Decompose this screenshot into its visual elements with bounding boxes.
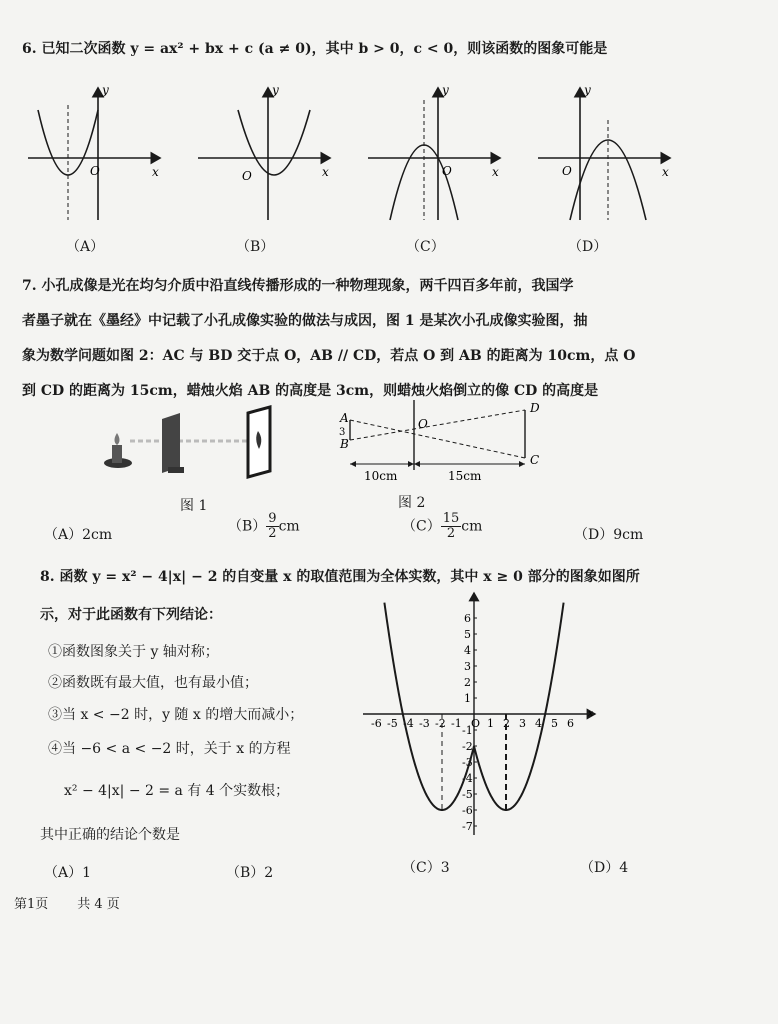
q8-conclusion-1: ①函数图象关于 y 轴对称； (48, 644, 219, 660)
q8-x-tick-label: 5 (551, 717, 558, 730)
q8-stem-line2: 示，对于此函数有下列结论： (40, 607, 222, 623)
svg-text:y: y (272, 83, 279, 97)
q6-graph-c (368, 83, 500, 220)
svg-text:y: y (442, 83, 449, 97)
q7-line-2: 者墨子就在《墨经》中记载了小孔成像实验的做法与成因，图 1 是某次小孔成像实验图，抽 (22, 313, 588, 329)
q7-option-c[interactable]: （C） $\frac{15}{2}$ cm (402, 511, 483, 541)
q8-y-tick-label: -7 (462, 820, 473, 833)
q7-figure-2 (330, 398, 560, 488)
svg-text:O: O (562, 164, 572, 178)
svg-text:D: D (530, 401, 540, 415)
q8-stem: 8. 函数 y = x² − 4|x| − 2 的自变量 x 的取值范围为全体实数，其中 x ≥ 0 部分的图象如图所 (40, 569, 640, 585)
q8-conclusion-2: ②函数既有最大值，也有最小值； (48, 675, 258, 691)
q8-x-tick-label: 6 (567, 717, 574, 730)
q6-option-d[interactable]: （D） (568, 239, 608, 255)
q8-conclusion-4: ④当 −6 < a < −2 时，关于 x 的方程 (48, 741, 291, 757)
q8-graph (355, 585, 605, 845)
q8-x-tick-label: O (471, 717, 481, 730)
q8-y-tick-label: -3 (462, 756, 473, 769)
q7-fig1-caption: 图 1 (180, 498, 208, 514)
q8-x-tick-label: -2 (435, 717, 446, 730)
q7-line-4: 到 CD 的距离为 15cm，蜡烛火焰 AB 的高度是 3cm，则蜡烛火焰倒立的像 CD 的高度是 (22, 383, 599, 399)
svg-text:B: B (340, 437, 349, 451)
q7-line-3: 象为数学问题如图 2：AC 与 BD 交于点 O，AB // CD，若点 O 到 AB 的距离为 10cm，点 O (22, 348, 636, 364)
q6-graphs (20, 80, 760, 240)
q8-x-tick-label: 2 (503, 717, 510, 730)
svg-text:C: C (530, 453, 540, 467)
svg-text:x: x (588, 709, 594, 719)
q8-y-tick-label: -1 (462, 724, 473, 737)
q8-option-a[interactable]: （A）1 (44, 865, 92, 881)
q8-y-tick-label: 6 (464, 612, 471, 625)
svg-text:O: O (242, 169, 252, 183)
q6-stem: 6. 已知二次函数 y = ax² + bx + c (a ≠ 0)，其中 b > 0，c < 0，则该函数的图象可能是 (22, 41, 608, 57)
svg-text:x: x (492, 165, 499, 179)
svg-text:15cm: 15cm (448, 469, 482, 483)
q8-y-tick-label: 1 (464, 692, 471, 705)
svg-text:y: y (102, 83, 109, 97)
q7-option-a[interactable]: （A）2cm (44, 527, 113, 543)
svg-text:O: O (418, 417, 428, 431)
q8-y-tick-label: -5 (462, 788, 473, 801)
svg-text:x: x (662, 165, 669, 179)
q7-fig2-caption: 图 2 (398, 495, 426, 511)
q7-option-b[interactable]: （B） $\frac{9}{2}$ cm (228, 511, 300, 541)
q7-line-1: 7. 小孔成像是光在均匀介质中沿直线传播形成的一种物理现象，两千四百多年前，我国学 (22, 278, 574, 294)
q6-graph-b (198, 83, 330, 220)
q8-x-tick-label: 3 (519, 717, 526, 730)
q7-figure-1 (100, 405, 290, 485)
q8-question: 其中正确的结论个数是 (40, 827, 180, 843)
q8-x-tick-label: -4 (403, 717, 414, 730)
svg-text:O: O (442, 164, 452, 178)
q8-y-tick-label: -4 (462, 772, 473, 785)
q8-y-tick-label: 5 (464, 628, 471, 641)
footer-page-number: 第1页 共 4 页 (14, 897, 120, 912)
svg-text:x: x (152, 165, 159, 179)
svg-text:10cm: 10cm (364, 469, 398, 483)
q8-equation: x² − 4|x| − 2 = a 有 4 个实数根； (64, 783, 290, 799)
q8-x-tick-label: 1 (487, 717, 494, 730)
q6-graph-d (538, 83, 670, 220)
svg-text:x: x (322, 165, 329, 179)
svg-text:A: A (340, 411, 349, 425)
q8-x-tick-label: -1 (451, 717, 462, 730)
svg-text:y: y (584, 83, 591, 97)
svg-text:3: 3 (339, 427, 346, 438)
q6-option-c[interactable]: （C） (406, 239, 445, 255)
q8-x-tick-label: -3 (419, 717, 430, 730)
q6-graph-a (28, 83, 160, 220)
q8-y-tick-label: -6 (462, 804, 473, 817)
q7-option-d[interactable]: （D）9cm (574, 527, 644, 543)
q8-option-c[interactable]: （C）3 (402, 860, 450, 876)
q6-option-a[interactable]: （A） (66, 239, 105, 255)
q8-y-tick-label: 3 (464, 660, 471, 673)
q6-option-b[interactable]: （B） (236, 239, 275, 255)
q8-option-d[interactable]: （D）4 (580, 860, 629, 876)
q8-x-tick-label: -6 (371, 717, 382, 730)
q8-y-tick-label: -2 (462, 740, 473, 753)
q8-conclusion-3: ③当 x < −2 时，y 随 x 的增大而减小； (48, 707, 304, 723)
q8-x-tick-label: -5 (387, 717, 398, 730)
q8-x-tick-label: 4 (535, 717, 542, 730)
q8-option-b[interactable]: （B）2 (226, 865, 274, 881)
q8-y-tick-label: 4 (464, 644, 471, 657)
svg-text:O: O (90, 164, 100, 178)
q8-y-tick-label: 2 (464, 676, 471, 689)
